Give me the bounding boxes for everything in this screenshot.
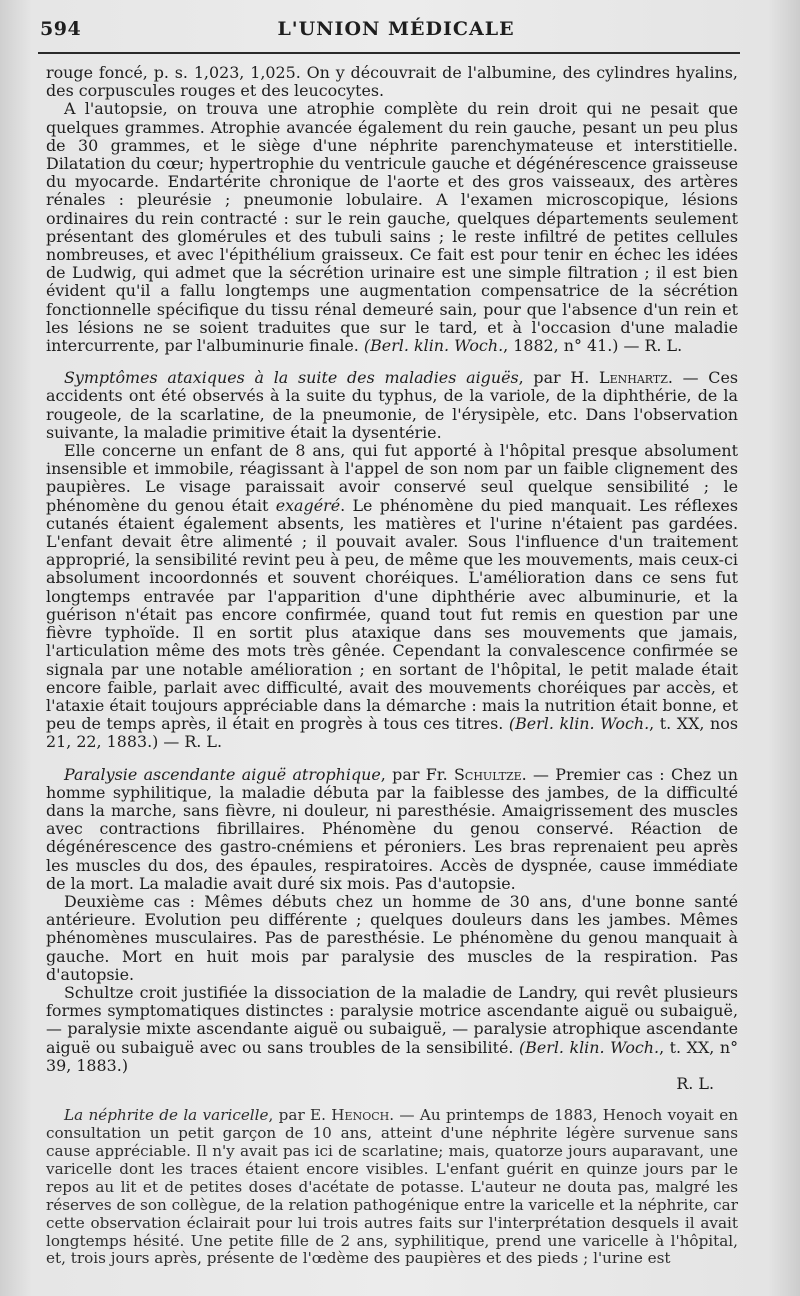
italic-run: (Berl. klin. Woch. <box>508 714 650 734</box>
author-name: Henoch <box>331 1106 390 1125</box>
paragraph-albumine <box>46 64 738 100</box>
paragraph-nephrite-varicelle <box>46 1107 738 1268</box>
paragraph-observation-enfant <box>46 442 738 751</box>
text-run: A l'autopsie, on trouva une atrophie complète du rein droit qui ne pesait que quelques grammes. Atrophie avancée également du rein gauche, pesant un peu plus de 30 grammes, et le siège d'une néphrite parenchymateuse et interstitielle. Dilatation du cœur; hypertrophie du ventricule gauche et dégénérescence graisseuse du myocarde. Endartérite chronique de l'aorte et des gros vaisseaux, des artères rénales : pleurésie ; pneumonie lobulaire. A l'examen microscopique, lésions ordinaires du rein contracté : sur le rein gauche, quelques départements seulement présentant des glomérules et des tubuli sains ; le reste infiltré de petites cellules nombreuses, et avec l'épithélium graisseux. Ce fait est pour tenir en échec les idées de Ludwig, qui admet que la sécrétion urinaire est une simple filtration ; il est bien évident qu'il a fallu longtemps une augmentation compensatrice de la sécrétion fonctionnelle spécifique du tissu rénal demeuré sain, pour que l'absence d'un rein et les lésions ne se soient traduites que sur le tard, et à l'occasion d'une maladie intercurrente, par l'albuminurie finale. <box>46 99 738 356</box>
text-run: R. L. <box>676 1073 714 1093</box>
page-number: 594 <box>40 18 82 40</box>
paragraph-paralysie-ascendante <box>46 766 738 893</box>
text-run: . — Au printemps de 1883, Henoch voyait en consultation un petit garçon de 10 ans, atteint d'une néphrite légère survenue sans cause appréciable. Il n'y avait pas ici de scarlatine; mais, quatorze jours auparavant, une varicelle dont les traces étaient encore visibles. L'enfant guérit en quinze jours par le repos au lit et de petites doses d'acétate de potasse. L'auteur ne douta pas, malgré les réserves de son collègue, de la relation pathogénique entre la varicelle et la néphrite, car cette observation éclairait pour lui trois autres faits sur l'interprétation desquels il avait longtemps hésité. Une petite fille de 2 ans, syphilitique, prend une varicelle à l'hôpital, et, trois jours après, présente de l'œdème des paupières et des pieds ; l'urine est <box>46 1106 738 1268</box>
header-rule <box>38 52 740 54</box>
text-run: Elle concerne un enfant de 8 ans, qui fut apporté à l'hôpital presque absolument insensible et immobile, réagissant à l'appel de son nom par un faible clignement des paupières. Le visage paraissait avoir conservé seul quelque sensibilité ; le phénomène du genou était <box>46 441 738 515</box>
paragraph-symptomes-ataxiques <box>46 369 738 442</box>
author-name: Lenhartz <box>599 368 668 388</box>
text-run: , par E. <box>268 1106 332 1125</box>
text-run: . — Ces accidents ont été observés à la suite du typhus, de la variole, de la diphthérie, de la rougeole, de la scarlatine, de la pneumonie, de l'érysipèle, etc. Dans l'observation suivante, la maladie primitive était la dysentérie. <box>46 368 739 442</box>
text-run: , t. XX, nos 21, 22, 1883.) — R. L. <box>46 714 738 752</box>
paragraph-autopsie <box>46 100 738 355</box>
text-run: , par Fr. <box>380 764 455 784</box>
paragraph-schultze <box>46 984 738 1075</box>
author-name: Schultze <box>454 764 522 784</box>
italic-run: exagéré <box>275 495 341 515</box>
italic-run: (Berl. klin. Woch. <box>363 336 504 356</box>
article-body <box>46 64 738 1268</box>
text-run: . — Premier cas : Chez un homme syphilitique, la maladie débuta par la faiblesse des jambes, de la difficulté dans la marche, sans fièvre, ni douleur, ni paresthésie. Amaigrissement des muscles avec contractions fibrillaires. Phénomène du genou conservé. Réaction de dégénérescence des gastro-cnémiens et péroniers. Les bras reprenaient peu après les muscles du dos, des épaules, respiratoires. Accès de dyspnée, cause immédiate de la mort. La maladie avait duré six mois. Pas d'autopsie. <box>46 764 738 893</box>
paragraph-deuxieme-cas <box>46 893 738 984</box>
text-run: . Le phénomène du pied manquait. Les réflexes cutanés étaient également absents, les matières et l'urine n'étaient pas gardées. L'enfant devait être alimenté ; il pouvait avaler. Sous l'influence d'un traitement approprié, la sensibilité revint peu à peu, de même que les mouvements, mais ceux-ci absolument incoordonnés et souvent choréiques. L'amélioration dans ce sens fut longtemps entravée par l'apparition d'une diphthérie avec albuminurie, et la guérison n'était pas encore confirmée, quand tout fut remis en question par une fièvre typhoïde. Il en sortit plus ataxique dans ses mouvements que jamais, l'articulation même des mots très gênée. Cependant la convalescence confirmée se signala par une notable amélioration ; en sortant de l'hôpital, le petit malade était encore faible, parlait avec difficulté, avait des mouvements choréiques par accès, et l'ataxie était toujours appréciable dans la démarche : mais la nutrition était bonne, et peu de temps après, il était en progrès à tous ces titres. <box>46 495 738 734</box>
text-run: , t. XX, n° 39, 1883.) <box>46 1037 739 1075</box>
journal-title: L'UNION MÉDICALE <box>277 18 515 40</box>
text-run: , 1882, n° 41.) — R. L. <box>503 336 683 356</box>
text-run: Deuxième cas : Mêmes débuts chez un homme de 30 ans, d'une bonne santé antérieure. Evolution peu différente ; quelques douleurs dans les jambes. Mêmes phénomènes musculaires. Pas de paresthésie. Le phénomène du genou manquait à gauche. Mort en huit mois par paralysie des muscles de la respiration. Pas d'autopsie. <box>46 891 738 984</box>
italic-run: Paralysie ascendante aiguë atrophique <box>64 764 381 784</box>
italic-run: La néphrite de la varicelle <box>64 1106 269 1125</box>
text-run: , par H. <box>518 368 600 388</box>
page-header <box>40 18 752 44</box>
text-run: rouge foncé, p. s. 1,023, 1,025. On y découvrait de l'albumine, des cylindres hyalins, des corpuscules rouges et des leucocytes. <box>46 63 738 101</box>
italic-run: Symptômes ataxiques à la suite des maladies aiguës <box>64 368 519 388</box>
text-run: Schultze croit justifiée la dissociation de la maladie de Landry, qui revêt plusieurs formes symptomatiques distinctes : paralysie motrice ascendante aiguë ou subaiguë, — paralysie mixte ascendante aiguë ou subaiguë, — paralysie atrophique ascendante aiguë ou subaiguë avec ou sans troubles de la sensibilité. <box>46 982 738 1057</box>
italic-run: (Berl. klin. Woch. <box>518 1037 660 1057</box>
signature-rl <box>46 1075 738 1093</box>
